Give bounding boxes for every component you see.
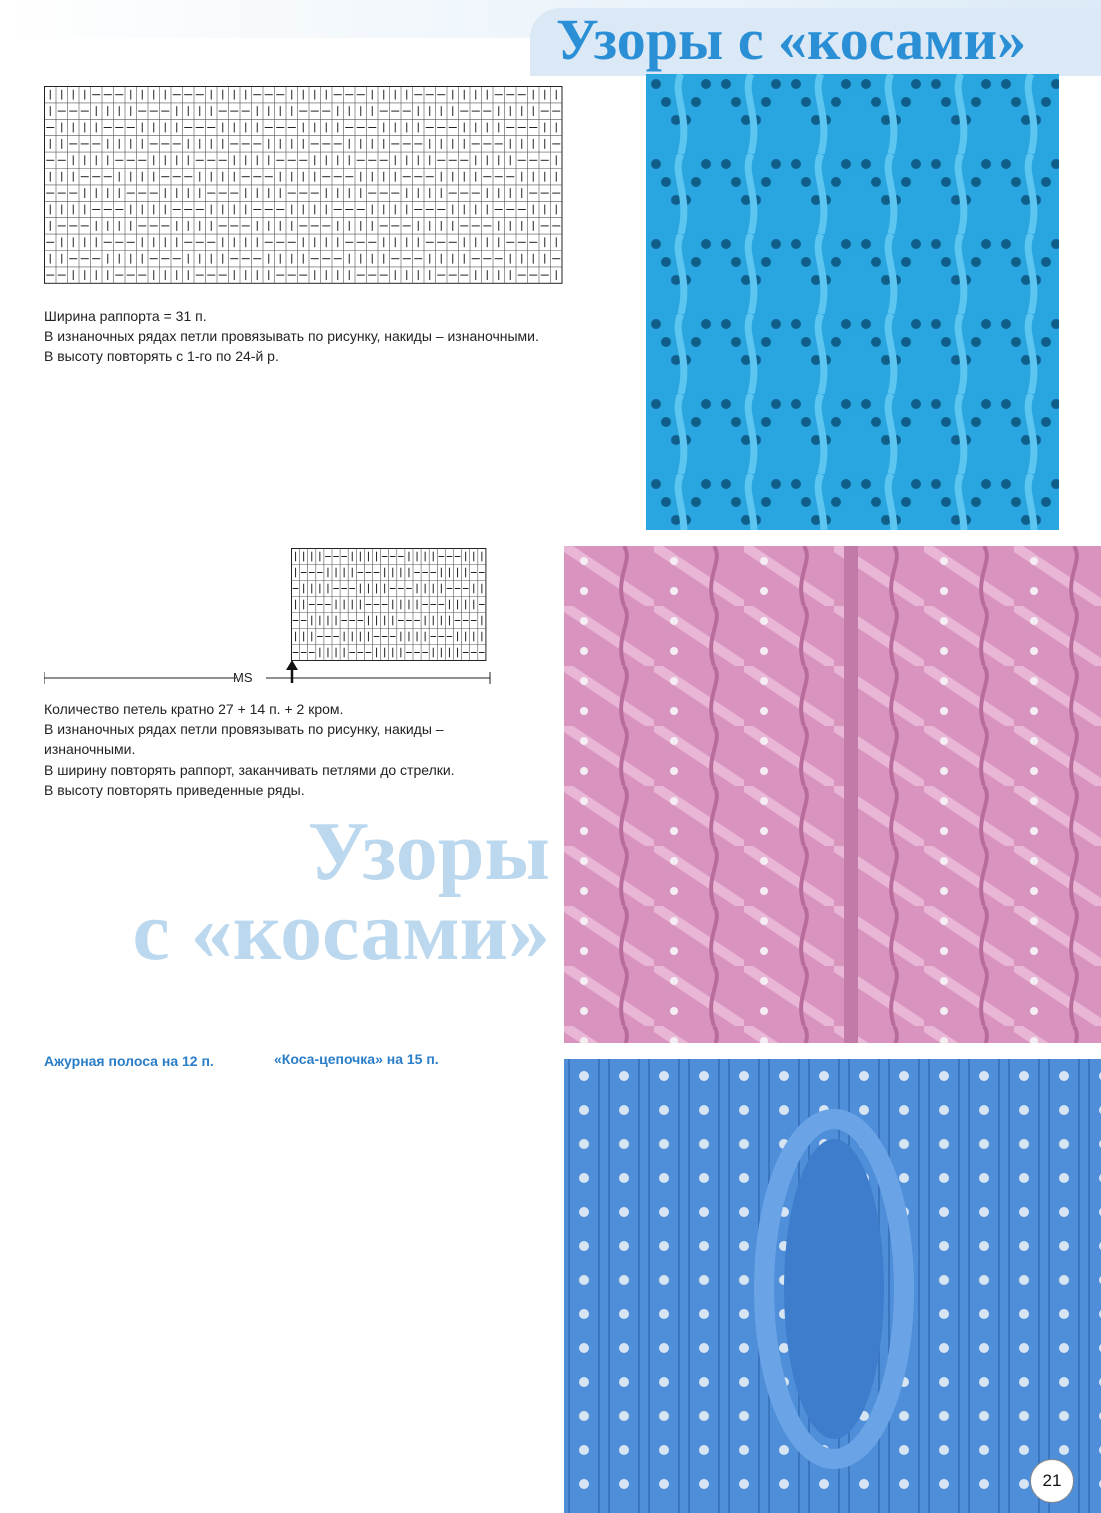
knit-photo-1	[646, 74, 1059, 530]
chart-pattern-4	[296, 1077, 532, 1393]
knit-photo-3	[564, 1059, 1101, 1513]
pattern-2-note-1: Количество петель кратно 27 + 14 п. + 2 кром.	[44, 701, 344, 717]
arrow-head-icon	[286, 660, 298, 670]
pattern-4-title: «Коса-цепочка» на 15 п.	[274, 1051, 439, 1067]
pattern-2-note-3: изнаночными.	[44, 741, 136, 757]
pattern-1-note-2: В изнаночных рядах петли провязывать по рисунку, накиды – изнаночными.	[44, 328, 539, 344]
pattern-2-note-2: В изнаночных рядах петли провязывать по рисунку, накиды –	[44, 721, 444, 737]
chart-pattern-2	[44, 548, 494, 688]
knit-photo-3-image	[564, 1059, 1101, 1513]
knit-photo-1-image	[646, 74, 1059, 530]
chart-pattern-1	[44, 86, 564, 284]
pattern-2-note-5: В высоту повторять приведенные ряды.	[44, 782, 305, 798]
ms-label: MS	[233, 670, 253, 685]
big-title-line-1: Узоры	[307, 805, 550, 898]
knit-photo-2-image	[564, 546, 1101, 1043]
big-title-line-2: с «косами»	[132, 885, 550, 978]
pattern-3-title: Ажурная полоса на 12 п.	[44, 1053, 214, 1069]
chart-pattern-3	[44, 1076, 239, 1140]
big-title	[50, 805, 550, 978]
page-title: Узоры с «косами»	[556, 7, 1027, 72]
pattern-2-note-4: В ширину повторять раппорт, заканчивать петлями до стрелки.	[44, 762, 455, 778]
knit-photo-2	[564, 546, 1101, 1043]
pattern-1-note-1: Ширина раппорта = 31 п.	[44, 308, 207, 324]
page-number: 21	[1030, 1459, 1074, 1503]
pattern-1-note-3: В высоту повторять с 1-го по 24-й р.	[44, 348, 279, 364]
